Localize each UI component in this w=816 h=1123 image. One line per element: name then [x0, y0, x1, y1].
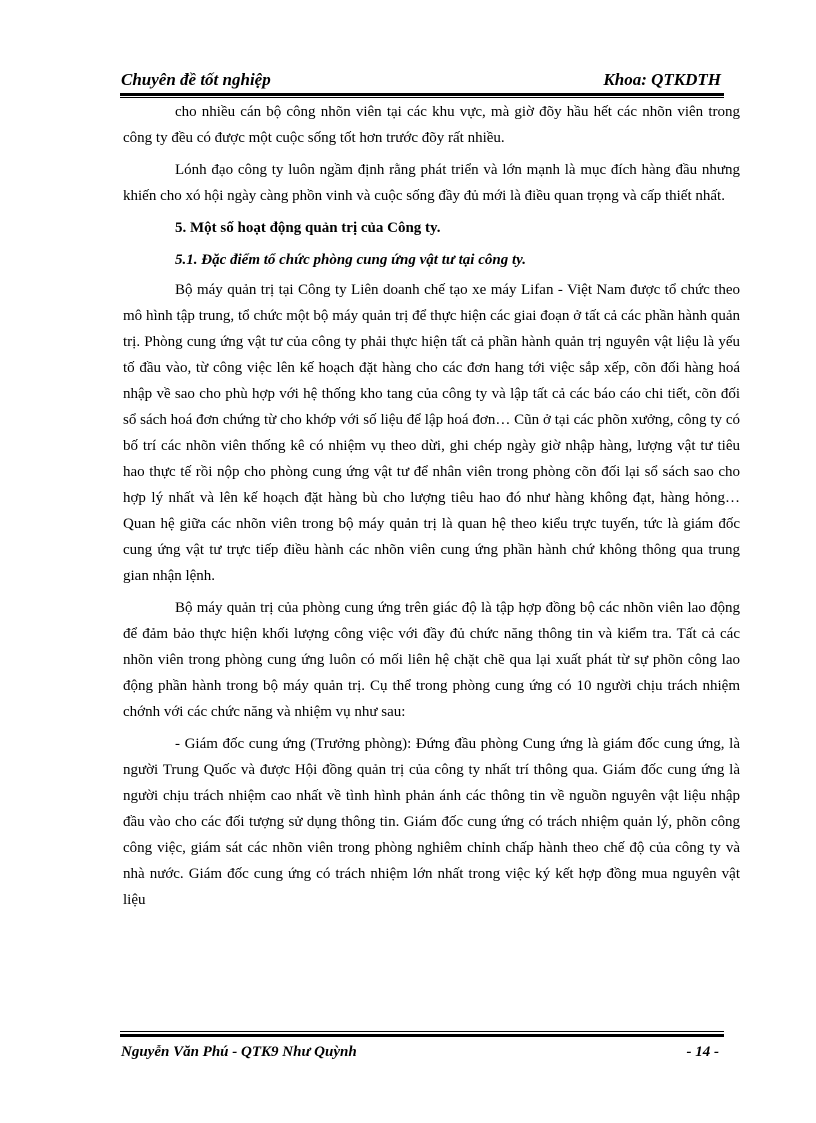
subsection-heading: 5.1. Đặc điểm tổ chức phòng cung ứng vật tư tại công ty. [175, 252, 526, 268]
page-header [121, 70, 721, 94]
paragraph: cho nhiều cán bộ công nhõn viên tại các khu vực, mà giờ đõy hầu hết các nhõn viên trong công ty đều có được một cuộc sống tốt hơn trước đõy rất nhiều. [123, 104, 740, 146]
footer-rule-thin [120, 1031, 724, 1032]
section-heading: 5. Một số hoạt động quản trị của Công ty. [175, 220, 441, 236]
footer-author: Nguyễn Văn Phú - QTK9 Như Quỳnh [121, 1044, 357, 1060]
page-number: - 14 - [686, 1044, 719, 1060]
header-title: Chuyên đề tốt nghiệp [121, 70, 271, 89]
page-body [123, 99, 740, 919]
paragraph: - Giám đốc cung ứng (Trưởng phòng): Đứng đầu phòng Cung ứng là giám đốc cung ứng, là người Trung Quốc và được Hội đồng quản trị của công ty nhất trí thông qua. Giám đốc cung ứng là người chịu trách nhiệm cao nhất về tình hình phản ánh các thông tin về nguồn nguyên vật liệu nhập đầu vào cho các đối tượng sử dụng thông tin. Giám đốc cung ứng có trách nhiệm quản lý, phõn công công việc, giám sát các nhõn viên trong phòng nghiêm chỉnh chấp hành theo chế độ của công ty và nhà nước. Giám đốc cung ứng có trách nhiệm lớn nhất trong việc ký kết hợp đồng mua nguyên vật liệu [123, 736, 740, 908]
paragraph: Bộ máy quản trị của phòng cung ứng trên giác độ là tập hợp đồng bộ các nhõn viên lao động để đảm bảo thực hiện khối lượng công việc với đầy đủ chức năng thông tin và kiểm tra. Tất cả các nhõn viên trong phòng cung ứng luôn có mối liên hệ chặt chẽ qua lại xuất phát từ sự phõn công lao động phần hành trong bộ máy quản trị. Cụ thể trong phòng cung ứng có 10 người chịu trách nhiệm chớnh với các chức năng và nhiệm vụ như sau: [123, 600, 740, 720]
paragraph: Lónh đạo công ty luôn ngầm định rằng phát triển và lớn mạnh là mục đích hàng đầu nhưng khiến cho xó hội ngày càng phồn vinh và cuộc sống đầy đủ mới là điều quan trọng và cấp thiết nhất. [123, 162, 740, 204]
paragraph: Bộ máy quản trị tại Công ty Liên doanh chế tạo xe máy Lifan - Việt Nam được tổ chức theo mô hình tập trung, tổ chức một bộ máy quản trị để thực hiện các giai đoạn ở tất cả các phần hành quản trị. Phòng cung ứng vật tư của công ty phải thực hiện tất cả phần hành quản trị nguyên vật liệu là yếu tố đầu vào, từ công việc lên kế hoạch đặt hàng cho các đơn hang tới việc sắp xếp, cõn đối hàng hoá nhập về sao cho phù hợp với hệ thống kho tang của công ty và lập tất cả các báo cáo chi tiết, cõn đối sổ sách hoá đơn chứng từ cho khớp với số liệu để lập hoá đơn… Cũn ở tại các phõn xưởng, công ty có bố trí các nhõn viên thống kê có nhiệm vụ theo dừi, ghi chép ngày giờ nhập hàng, lượng vật tư tiêu hao thực tế rồi nộp cho phòng cung ứng vật tư để nhân viên trong phòng cõn đối lại sổ sách sao cho hợp lý nhất và lên kế hoạch đặt hàng bù cho lượng tiêu hao đó như hàng không đạt, hàng hỏng… Quan hệ giữa các nhõn viên trong bộ máy quản trị là quan hệ theo kiểu trực tuyến, tức là giám đốc cung ứng vật tư trực tiếp điều hành các nhõn viên cung ứng phần hành chứ không thông qua trung gian nhận lệnh. [123, 282, 740, 584]
header-rule-thin [120, 97, 724, 98]
footer-rule [120, 1034, 724, 1037]
header-rule [120, 93, 724, 96]
page-footer [121, 1044, 719, 1066]
header-department: Khoa: QTKDTH [603, 70, 721, 89]
